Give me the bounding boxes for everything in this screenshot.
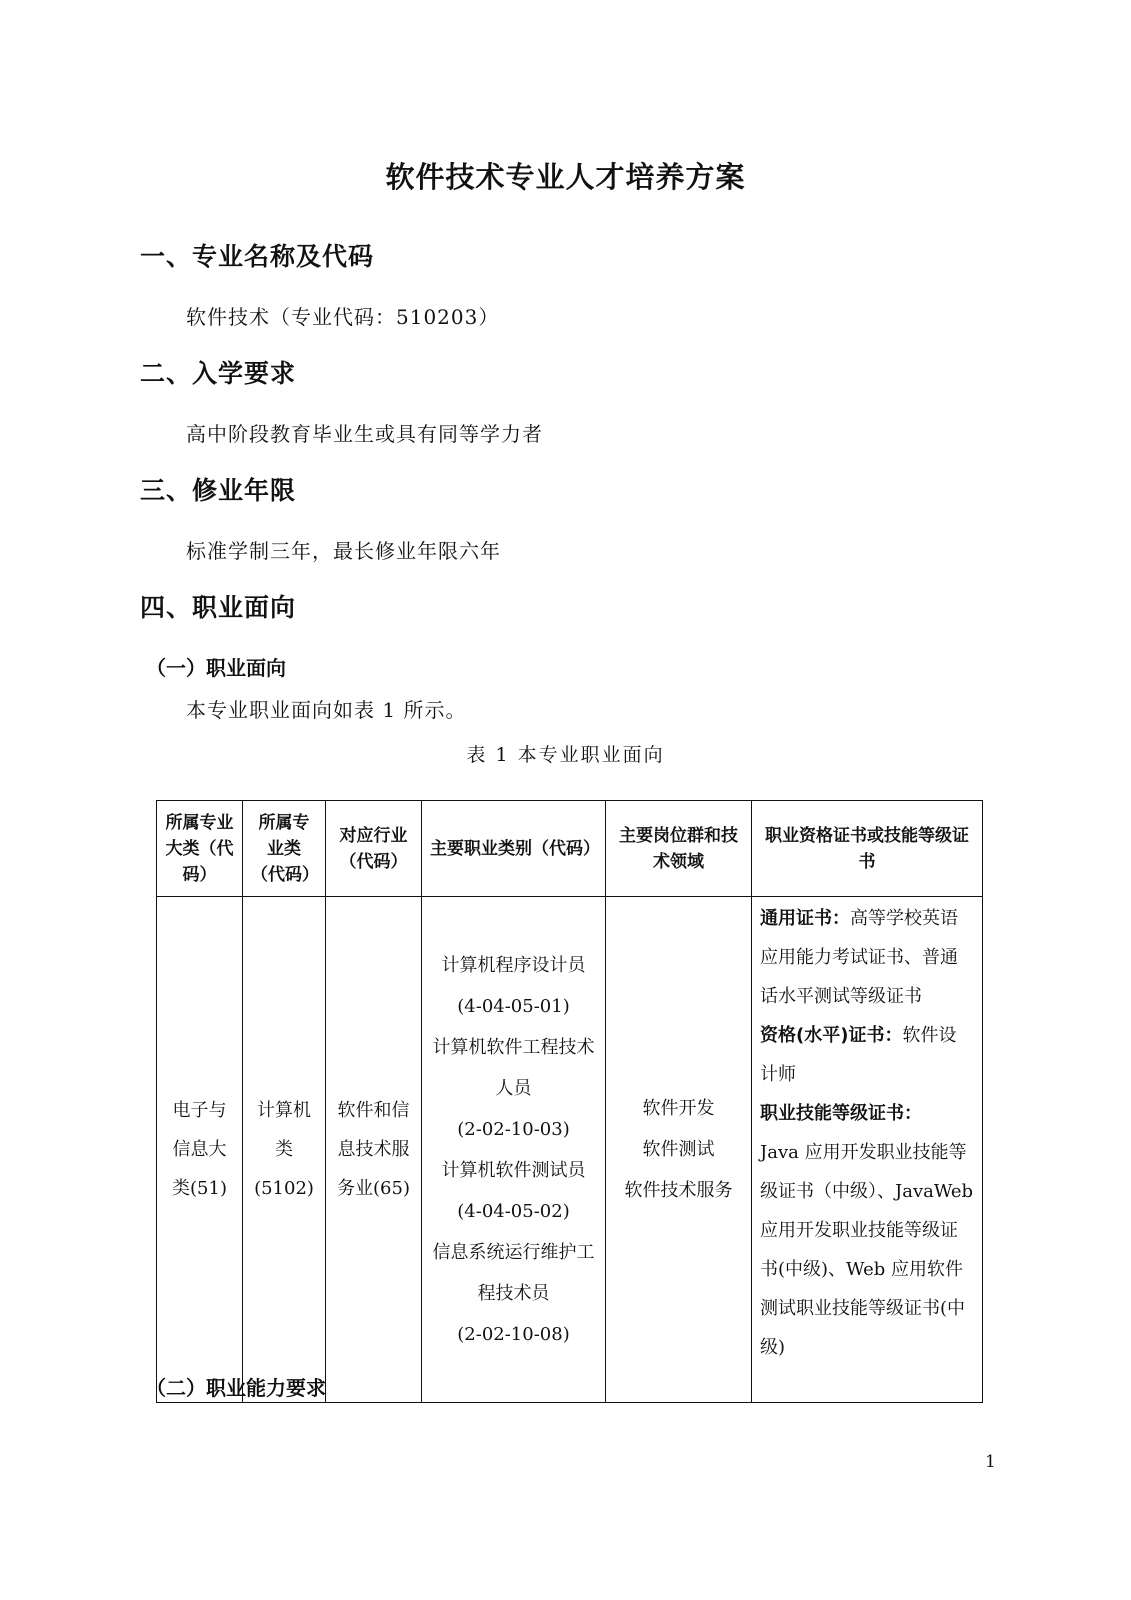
occupation-table bbox=[156, 800, 983, 1403]
cell-major-class: 计算机类(5102) bbox=[243, 897, 326, 1403]
post-item: 软件开发 bbox=[642, 1098, 715, 1119]
occupation-line: 信息系统运行维护工程技术员 bbox=[432, 1241, 595, 1304]
header-industry: 对应行业（代码） bbox=[326, 801, 422, 897]
page-number: 1 bbox=[985, 1452, 996, 1472]
subsection-heading-1: （一）职业面向 bbox=[146, 656, 286, 680]
header-major-class: 所属专业类（代码） bbox=[243, 801, 326, 897]
cert-general-text: 高等学校英语应用能力考试证书、普通话水平测试等级证书 bbox=[760, 908, 958, 1007]
table-header-row bbox=[157, 801, 983, 897]
header-certificates: 职业资格证书或技能等级证书 bbox=[752, 801, 983, 897]
header-posts: 主要岗位群和技术领域 bbox=[606, 801, 752, 897]
table-caption: 表 1 本专业职业面向 bbox=[466, 744, 665, 766]
section-text-2: 高中阶段教育毕业生或具有同等学力者 bbox=[186, 422, 543, 446]
occupation-code: (4-04-05-01) bbox=[457, 995, 570, 1017]
occupation-line: 计算机程序设计员 bbox=[441, 954, 586, 976]
document-title: 软件技术专业人才培养方案 bbox=[385, 160, 746, 194]
post-item: 软件技术服务 bbox=[624, 1180, 733, 1201]
table-intro: 本专业职业面向如表 1 所示。 bbox=[186, 698, 467, 722]
header-major-category: 所属专业大类（代码） bbox=[157, 801, 243, 897]
section-heading-3: 三、修业年限 bbox=[140, 476, 297, 505]
cell-occupations bbox=[422, 897, 606, 1403]
section-heading-1: 一、专业名称及代码 bbox=[140, 242, 375, 271]
header-occupation: 主要职业类别（代码） bbox=[422, 801, 606, 897]
post-item: 软件测试 bbox=[642, 1139, 715, 1160]
cert-skill-label: 职业技能等级证书： bbox=[760, 1103, 922, 1124]
cert-qual-label: 资格(水平)证书： bbox=[760, 1025, 903, 1046]
table-row bbox=[157, 897, 983, 1403]
section-heading-2: 二、入学要求 bbox=[140, 359, 297, 388]
section-text-1: 软件技术（专业代码：510203） bbox=[186, 305, 500, 329]
occupation-line: 计算机软件测试员 bbox=[441, 1159, 586, 1181]
cell-certificates bbox=[752, 897, 983, 1403]
cert-qual-text: 软件设计师 bbox=[760, 1025, 957, 1085]
section-heading-4: 四、职业面向 bbox=[140, 593, 297, 622]
occupation-code: (2-02-10-08) bbox=[457, 1323, 570, 1345]
section-text-3: 标准学制三年，最长修业年限六年 bbox=[186, 539, 501, 563]
occupation-code: (2-02-10-03) bbox=[457, 1118, 570, 1140]
cell-industry: 软件和信息技术服务业(65) bbox=[326, 897, 422, 1403]
cert-skill-text: Java 应用开发职业技能等级证书（中级）、JavaWeb 应用开发职业技能等级证书(中级)、Web 应用软件测试职业技能等级证书(中级) bbox=[760, 1142, 974, 1358]
cell-posts bbox=[606, 897, 752, 1403]
cert-general-label: 通用证书： bbox=[760, 908, 850, 929]
occupation-line: 计算机软件工程技术人员 bbox=[432, 1036, 595, 1099]
subsection-heading-2: （二）职业能力要求 bbox=[146, 1376, 326, 1400]
cell-major-category: 电子与信息大类(51) bbox=[157, 897, 243, 1403]
occupation-code: (4-04-05-02) bbox=[457, 1200, 570, 1222]
